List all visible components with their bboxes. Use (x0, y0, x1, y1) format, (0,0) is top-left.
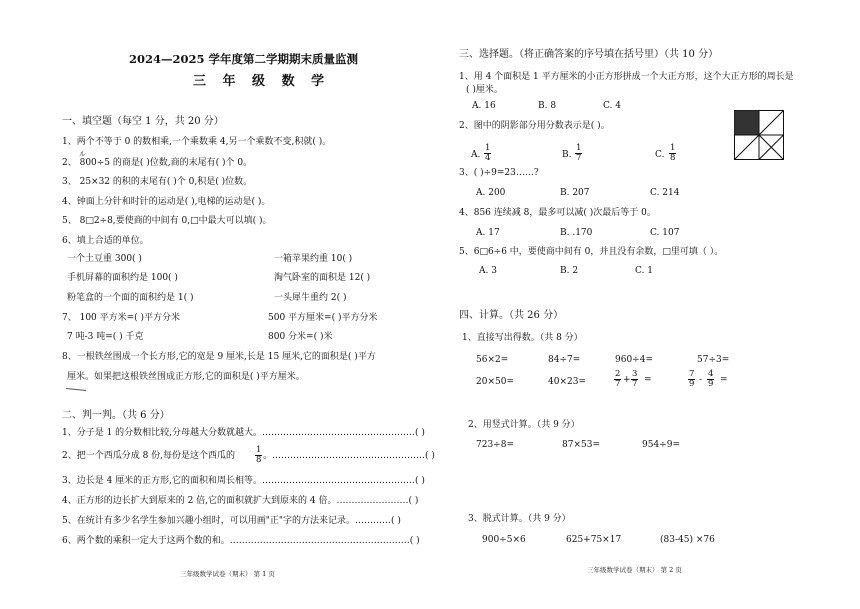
choice-q2-label-b: B. (562, 150, 572, 160)
calc-oral-6: 40×23= (548, 377, 586, 387)
equals-sign-1: = (644, 375, 652, 385)
fraction-numerator: 2 (615, 369, 621, 379)
vertical-calc-1: 723÷8= (476, 440, 514, 450)
fraction-denominator: 7 (615, 379, 621, 389)
choice-q1-option-a: A. 16 (472, 101, 496, 111)
choice-q2-label-c: C. (655, 150, 665, 160)
fill-q7-c: 7 吨-3 吨=( ) 千克 (67, 332, 144, 342)
fraction-denominator: 8 (670, 153, 676, 163)
fraction-numerator: 1 (256, 445, 262, 455)
unit-item-3: 手机屏幕的面积约是 100( ) (67, 273, 178, 283)
shaded-square-figure (734, 110, 784, 160)
calc-oral-2: 84÷7= (548, 355, 581, 365)
subject-title: 三 年 级 数 学 (193, 74, 331, 89)
fill-q8-line1: 8、一根铁丝围成一个长方形,它的宽是 9 厘米,长是 15 厘米,它的面积是( )平方 (62, 352, 376, 362)
mixed-calc-1: 900÷5×6 (482, 535, 526, 545)
choice-q4-option-b: B. .170 (560, 228, 593, 238)
choice-q3: 3、( )÷9=23……? (459, 168, 539, 178)
calc-fraction-7-9 (688, 370, 695, 389)
calc-fraction-2-7 (614, 370, 621, 389)
shaded-region (735, 111, 760, 136)
footer-page-2: 三年级数学试卷（期末） 第 2 页 (587, 566, 682, 574)
handwritten-scribble: ル (79, 150, 86, 158)
choice-q2-fraction-a (484, 144, 491, 163)
fraction-numerator: 7 (689, 369, 695, 379)
fraction-denominator: 7 (576, 153, 582, 163)
choice-q5-option-b: B. 2 (560, 266, 579, 276)
section-fill-blank-heading: 一、填空题（每空 1 分，共 20 分） (62, 116, 224, 127)
calc-oral-3: 960÷4= (615, 355, 653, 365)
calc-part3-heading: 3、脱式计算。（共 9 分） (468, 514, 571, 524)
calc-part1-heading: 1、直接写出得数。（共 8 分） (462, 333, 583, 343)
fill-q5: 5、 8□2÷8,要使商的中间有 0,□中最大可以填( )。 (62, 216, 272, 226)
choice-q3-option-c: C. 214 (650, 188, 680, 198)
fraction-denominator: 8 (256, 455, 262, 465)
fill-q2: 2、 800÷5 的商是( )位数,商的末尾有( )个 0。 (62, 158, 253, 168)
fill-q8-line2: 厘米。如果把这根铁丝围成正方形,它的面积是( )平方厘米。 (67, 372, 305, 382)
section-true-false-heading: 二、判一判。（共 6 分） (62, 410, 170, 421)
tf-q6: 6、两个数的乘积一定大于这两个数的和。……………………………………………………( ) (62, 536, 420, 546)
fraction-denominator: 9 (689, 379, 695, 389)
fraction-numerator: 4 (708, 369, 714, 379)
choice-q4-option-c: C. 107 (650, 228, 680, 238)
fraction-numerator: 1 (485, 143, 491, 153)
calc-fraction-3-7 (631, 370, 638, 389)
unit-item-1: 一个土豆重 300( ) (67, 254, 142, 264)
calc-fraction-4-9 (707, 370, 714, 389)
tf-q5: 5、在统计有多少名学生参加兴趣小组时，可以用画"正"字的方法来记录。…………( ) (62, 516, 401, 526)
choice-q2-fraction-b (575, 144, 582, 163)
choice-q5-option-c: C. 1 (635, 266, 654, 276)
choice-q1-line1: 1、用 4 个面积是 1 平方厘米的小正方形拼成一个大正方形，这个大正方形的周长是 (459, 72, 794, 82)
equals-sign-2: = (720, 375, 728, 385)
minus-sign: - (699, 375, 703, 385)
choice-q1-option-b: B. 8 (538, 101, 557, 111)
fraction-numerator: 3 (632, 369, 638, 379)
fill-q3: 3、 25×32 的积的末尾有( )个 0,积是( )位数。 (62, 177, 253, 187)
tf-q2-text: 2、把一个西瓜分成 8 份,每份是这个西瓜的 (62, 451, 236, 461)
mixed-calc-2: 625+75×17 (566, 535, 622, 545)
section-calculation-heading: 四、计算。（共 26 分） (459, 310, 564, 321)
section-choice-heading: 三、选择题。（将正确答案的序号填在括号里）（共 10 分） (459, 49, 719, 60)
tf-q2-fraction (255, 446, 262, 465)
footer-page-1: 三年级数学试卷（期末） 第 1 页 (180, 570, 275, 578)
choice-q2-fraction-c (669, 144, 676, 163)
choice-q2: 2、图中的阴影部分用分数表示是( )。 (459, 121, 610, 131)
fill-q7-b: 500 平方厘米=( )平方分米 (268, 313, 378, 323)
fraction-denominator: 9 (708, 379, 714, 389)
choice-q1-line2: ( )厘米。 (466, 85, 503, 95)
vertical-calc-2: 87×53= (562, 440, 600, 450)
fill-q7-d: 800 分米=( )米 (268, 332, 333, 342)
choice-q4-option-a: A. 17 (476, 228, 500, 238)
choice-q5-option-a: A. 3 (479, 266, 497, 276)
pencil-stroke (66, 388, 86, 391)
fraction-denominator: 4 (485, 153, 491, 163)
tf-q4: 4、正方形的边长扩大到原来的 2 倍,它的面积就扩大到原来的 4 倍。……………………( ) (62, 496, 419, 506)
choice-q1-option-c: C. 4 (603, 101, 622, 111)
fill-q1: 1、两个不等于 0 的数相乘,一个乘数乘 4,另一个乘数不变,积就( )。 (62, 137, 332, 147)
mixed-calc-3: (83-45) ×76 (660, 535, 715, 545)
unit-item-2: 一箱苹果约重 10( ) (274, 254, 353, 264)
calc-oral-5: 20×50= (476, 377, 514, 387)
tf-q2-tail: 。……………………………………………( ) (263, 451, 435, 461)
exam-title: 2024—2025 学年度第二学期期末质量监测 (129, 52, 359, 66)
fill-q4: 4、钟面上分针和时针的运动是( ),电梯的运动是( )。 (62, 197, 271, 207)
choice-q3-option-a: A. 200 (476, 188, 506, 198)
calc-oral-1: 56×2= (476, 355, 509, 365)
choice-q5: 5、6□6÷6 中，要使商中间有 0，并且没有余数，□里可填（ ）。 (459, 247, 724, 257)
tf-q3: 3、边长是 4 厘米的正方形,它的面积和周长相等。……………………………………………( ) (62, 476, 425, 486)
plus-sign: + (623, 375, 631, 385)
vertical-calc-3: 954÷9= (642, 440, 680, 450)
tf-q1: 1、分子是 1 的分数相比较,分母越大分数就越大。……………………………………………( ) (62, 428, 425, 438)
fraction-numerator: 1 (670, 143, 676, 153)
fraction-numerator: 1 (576, 143, 582, 153)
calc-oral-4: 57÷3= (697, 355, 730, 365)
choice-q2-label-a: A. (471, 150, 481, 160)
unit-item-5: 粉笔盒的一个面的面积约是 1( ) (67, 293, 194, 303)
unit-item-6: 一头犀牛重约 2( ) (274, 293, 347, 303)
unit-item-4: 淘气卧室的面积是 12( ) (274, 273, 371, 283)
choice-q4: 4、856 连续减 8，最多可以减( )次最后等于 0。 (459, 208, 656, 218)
fraction-denominator: 7 (632, 379, 638, 389)
fill-q7-a: 7、 100 平方米=( )平方分米 (62, 313, 181, 323)
fill-q6: 6、填上合适的单位。 (62, 236, 149, 246)
choice-q3-option-b: B. 207 (560, 188, 590, 198)
calc-part2-heading: 2、用竖式计算。（共 9 分） (468, 420, 580, 430)
